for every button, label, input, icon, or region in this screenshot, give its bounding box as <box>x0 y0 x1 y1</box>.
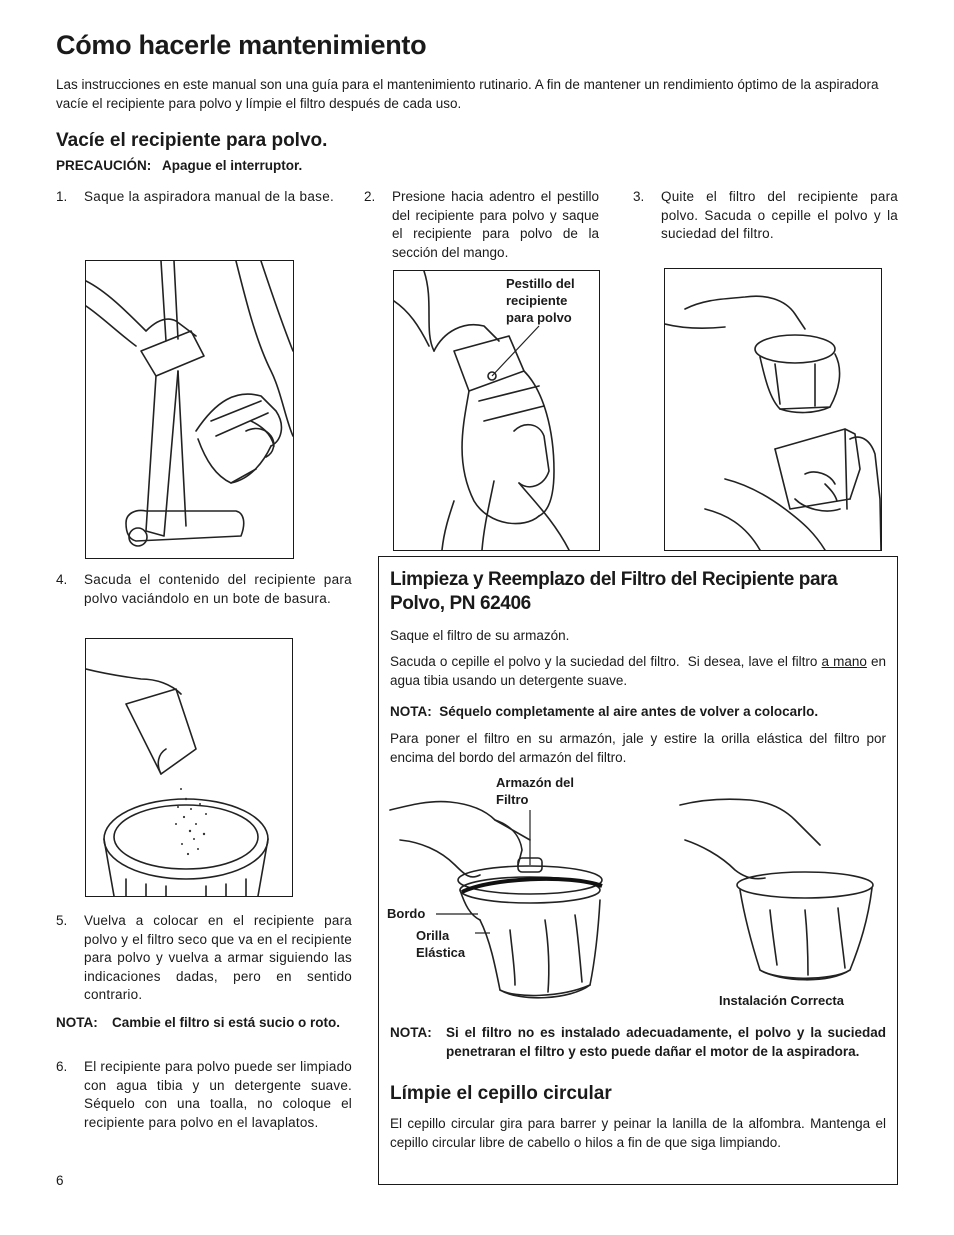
step-number: 6. <box>56 1059 68 1074</box>
note-label: NOTA: <box>390 1025 432 1040</box>
step-text: Quite el filtro del recipiente para polvo. Sacuda o cepille el polvo y la suciedad del filtro. <box>661 189 898 241</box>
step-text: Sacuda el contenido del recipiente para polvo vaciándolo en un bote de basura. <box>84 572 352 606</box>
note-label: NOTA: <box>56 1015 98 1030</box>
filter-p1: Saque el filtro de su armazón. <box>390 628 570 643</box>
step-1 <box>56 188 352 228</box>
page-number: 6 <box>56 1173 64 1188</box>
figure-latch <box>393 270 600 551</box>
figure-empty-bin <box>85 638 293 897</box>
filter-p3: Para poner el filtro en su armazón, jale y estire la orilla elástica del filtro por encima del bordo del armazón del filtro. <box>390 731 886 765</box>
step-6 <box>56 1058 352 1154</box>
step-text: Saque la aspiradora manual de la base. <box>84 189 335 204</box>
step-text: Vuelva a colocar en el recipiente para polvo y el filtro seco que va en el recipiente para polvo y vuelva a armar siguiendo las indicaciones dadas, pero en sentido contrario. <box>84 913 352 1002</box>
label-elastic-edge: Orilla Elástica <box>416 928 466 960</box>
label-filter-frame: Armazón del Filtro <box>496 775 575 807</box>
filter-p2-underlined: a mano <box>821 654 867 669</box>
caution-text: PRECAUCIÓN: Apague el interruptor. <box>56 158 303 173</box>
trash-can-illustration <box>86 639 292 896</box>
label-rim: Bordo <box>387 906 426 921</box>
figure-remove-filter <box>664 268 882 551</box>
note-install <box>390 1024 886 1080</box>
note-text: Cambie el filtro si está sucio o roto. <box>112 1015 341 1030</box>
step-number: 3. <box>633 189 645 204</box>
note-dry: NOTA: Séquelo completamente al aire antes de volver a colocarlo. <box>390 704 819 719</box>
step-number: 1. <box>56 189 68 204</box>
step-5 <box>56 912 352 1008</box>
figure-remove-handheld <box>85 260 294 559</box>
brush-text: El cepillo circular gira para barrer y peinar la lanilla de la alfombra. Mantenga el cepillo circular libre de cabello o hilos a fin de que siga limpiando. <box>390 1116 886 1150</box>
filter-p2 <box>390 652 886 690</box>
intro-text: Las instrucciones en este manual son una guía para el mantenimiento rutinario. A fin de mantener un rendimiento óptimo de la aspiradora vacíe el recipiente para polvo y límpie el filtro después de cada uso. <box>56 77 879 111</box>
step-number: 5. <box>56 913 68 928</box>
step-text: Presione hacia adentro el pestillo del recipiente para polvo y saque el recipiente para polvo de la sección del mango. <box>392 189 599 260</box>
step-3 <box>633 188 899 248</box>
step-2 <box>364 188 600 264</box>
step-4 <box>56 571 352 629</box>
filter-p2-after: en agua tibia usando un detergente suave. <box>390 654 886 688</box>
step-text: El recipiente para polvo puede ser limpiado con agua tibia y un detergente suave. Séquelo con una toalla, no coloque el recipiente para polvo en el lavaplatos. <box>84 1059 352 1130</box>
section-heading-empty: Vacíe el recipiente para polvo. <box>56 130 328 151</box>
filter-install-illustration <box>380 770 894 1020</box>
filter-removal-illustration <box>665 269 881 550</box>
step-number: 4. <box>56 572 68 587</box>
filter-p2-before: Sacuda o cepille el polvo y la suciedad del filtro. Si desea, lave el filtro <box>390 654 822 669</box>
section-heading-brush: Límpie el cepillo circular <box>390 1083 612 1104</box>
note-change-filter <box>56 1014 352 1052</box>
vacuum-base-illustration <box>86 261 293 558</box>
step-number: 2. <box>364 189 376 204</box>
callout-latch: Pestillo del recipiente para polvo <box>506 276 575 325</box>
note-text: Si el filtro no es instalado adecuadamente, el polvo y la suciedad penetraran el filtro y esto puede dañar el motor de la aspiradora. <box>446 1025 886 1059</box>
label-correct-install: Instalación Correcta <box>719 993 844 1008</box>
page-title: Cómo hacerle mantenimiento <box>56 30 427 60</box>
section-heading-filter: Limpieza y Reemplazo del Filtro del Recipiente para Polvo, PN 62406 <box>390 569 838 614</box>
